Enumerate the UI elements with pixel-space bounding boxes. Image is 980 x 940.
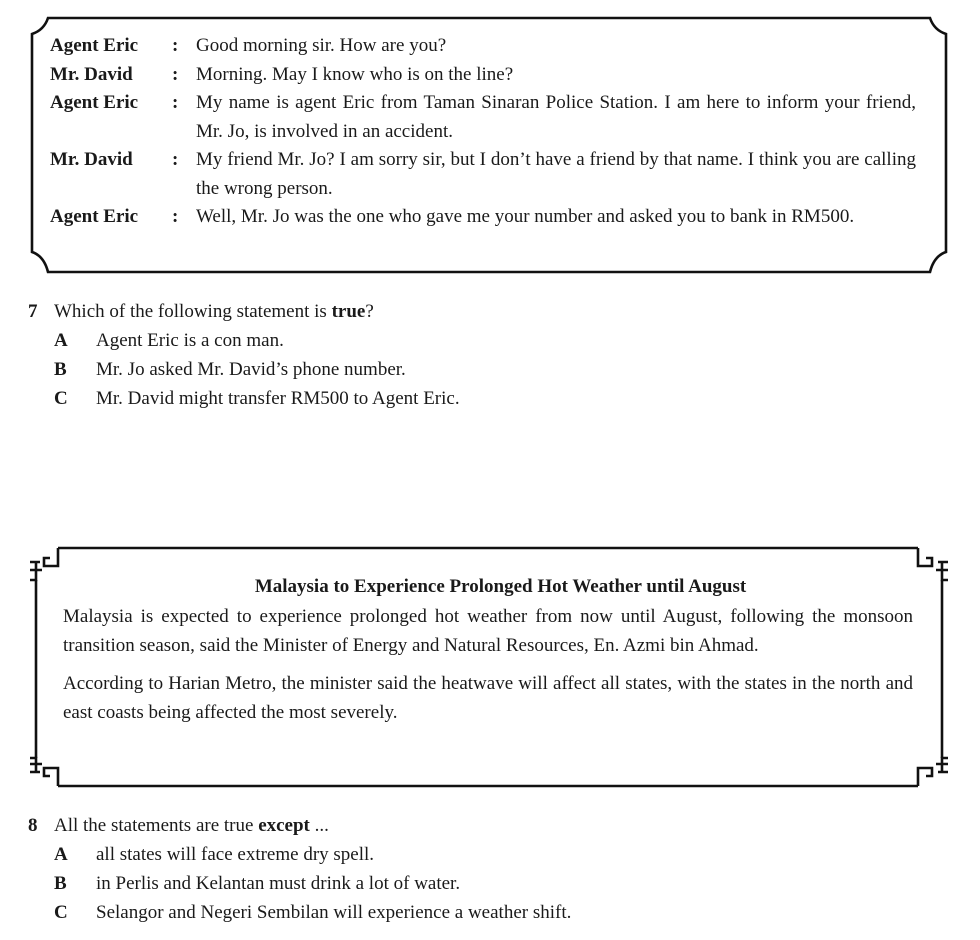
speaker-name: Agent Eric: [50, 35, 139, 56]
option-b[interactable]: [28, 869, 928, 898]
news-paragraph: Malaysia is expected to experience prolonged hot weather from now until August, following the monsoon transition season, said the Minister of Energy and Natural Resources, En. Azmi bin Ahmad.: [63, 606, 913, 656]
option-a[interactable]: [28, 326, 928, 355]
dialogue-text: Well, Mr. Jo was the one who gave me your number and asked you to bank in RM500.: [196, 206, 855, 227]
news-title: Malaysia to Experience Prolonged Hot Weather until August: [254, 576, 747, 597]
option-c[interactable]: [28, 898, 928, 927]
speaker-name: Mr. David: [50, 149, 133, 170]
question-stem: [28, 811, 928, 840]
question-number: 7: [28, 301, 38, 322]
dialogue-line: [50, 61, 916, 90]
option-text: all states will face extreme dry spell.: [96, 844, 375, 865]
option-a[interactable]: [28, 840, 928, 869]
dialogue-text: My friend Mr. Jo? I am sorry sir, but I don’t have a friend by that name. I think you are calling the wrong person.: [196, 149, 916, 199]
emphasis-word: true: [331, 301, 366, 322]
news-paragraph: According to Harian Metro, the minister said the heatwave will affect all states, with the states in the north and east coasts being affected the most severely.: [63, 673, 913, 723]
option-c[interactable]: [28, 384, 928, 413]
question-number: 8: [28, 815, 38, 836]
option-letter: B: [54, 873, 67, 894]
speaker-colon: :: [172, 206, 179, 227]
question-stem: [28, 297, 928, 326]
dialogue-line: [50, 146, 916, 203]
news-box: [63, 572, 913, 727]
dialogue-text: Morning. May I know who is on the line?: [196, 63, 514, 85]
option-letter: B: [54, 359, 67, 380]
question-text: Which of the following statement is true?: [54, 301, 374, 322]
dialogue-line: [50, 32, 916, 61]
question-8: [28, 811, 928, 927]
option-text: in Perlis and Kelantan must drink a lot of water.: [96, 873, 461, 894]
option-letter: A: [54, 330, 68, 351]
option-letter: C: [54, 388, 68, 409]
speaker-name: Mr. David: [50, 63, 133, 85]
option-text: Mr. Jo asked Mr. David’s phone number.: [96, 359, 406, 380]
option-letter: C: [54, 902, 68, 923]
question-text: All the statements are true except ...: [54, 815, 329, 836]
option-text: Selangor and Negeri Sembilan will experience a weather shift.: [96, 902, 572, 923]
option-b[interactable]: [28, 355, 928, 384]
option-text: Agent Eric is a con man.: [96, 330, 284, 351]
dialogue-box: [50, 32, 916, 232]
emphasis-word: except: [258, 815, 310, 836]
speaker-colon: :: [172, 92, 179, 113]
dialogue-line: [50, 89, 916, 146]
dialogue-text: Good morning sir. How are you?: [196, 35, 447, 56]
dialogue-line: [50, 203, 916, 232]
option-text: Mr. David might transfer RM500 to Agent Eric.: [96, 388, 460, 409]
speaker-colon: :: [172, 35, 179, 56]
speaker-name: Agent Eric: [50, 92, 139, 113]
dialogue-text: My name is agent Eric from Taman Sinaran Police Station. I am here to inform your friend, Mr. Jo, is involved in an accident.: [196, 92, 916, 142]
speaker-colon: :: [172, 63, 179, 85]
speaker-name: Agent Eric: [50, 206, 139, 227]
option-letter: A: [54, 844, 68, 865]
speaker-colon: :: [172, 149, 179, 170]
question-7: [28, 297, 928, 413]
